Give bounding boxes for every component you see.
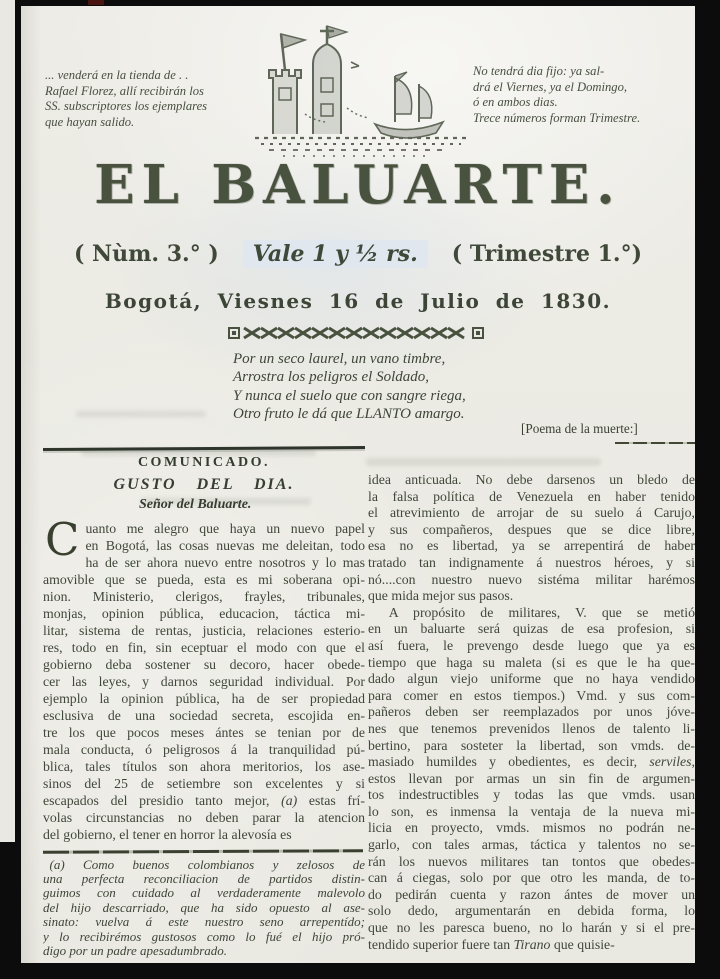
newspaper-page bbox=[21, 6, 695, 963]
trimester: ( Trimestre 1.°) bbox=[451, 241, 642, 267]
footnote-divider bbox=[43, 849, 363, 853]
masthead-title: EL BALUARTE. bbox=[94, 154, 622, 216]
salutation: Señor del Baluarte. bbox=[139, 497, 252, 512]
bleed-through-artifact bbox=[366, 458, 601, 466]
chain-ornament-icon bbox=[228, 324, 488, 342]
article-body-left-wrap bbox=[43, 513, 365, 843]
left-column bbox=[43, 454, 365, 963]
issue-line bbox=[21, 240, 695, 268]
price-highlight: Vale 1 y ½ rs. bbox=[243, 240, 428, 268]
scan-artifact bbox=[88, 0, 104, 5]
section-heading: COMUNICADO. bbox=[137, 455, 271, 470]
drop-cap: C bbox=[45, 513, 80, 566]
publication-notice-right: No tendrá dia fijo: ya sal- drá el Viernes, ya el Domingo, ó en ambos dias. Trece números forman Trimestre. bbox=[473, 64, 641, 125]
article-body-right-paragraph-1: idea anticuada. No debe darsenos un bledo de la falsa política de Venezuela en haber tenido el atrevimiento de arrojar de su suelo á Carujo, y sus compañeros, despues que se dice libre, esa no es libertad, ya se arrepentirá de haber tratado tan indignamente á nuestros héroes, y si nó....con nuestro nuevo sistéma militar harémos que mida mejor sus pasos. bbox=[368, 472, 695, 604]
scan-edge bbox=[0, 0, 15, 842]
publication-notice-left: ... venderá en la tienda de . . Rafael Florez, allí recibirán los SS. subscriptores los ejemplares que hayan salido. bbox=[45, 68, 208, 129]
epigraph-poem: Por un seco laurel, un vano timbre, Arrostra los peligros el Soldado, Y nunca el suelo que con sangre riega, Otro fruto le dá que LLANTO amargo. bbox=[233, 351, 466, 423]
footnote: (a) Como buenos colombianos y zelosos de una perfecta reconciliacion de partidos distin- guimos con cuidado al verdaderamente malevolo del hijo descarriado, que ha sido opuesto al ase- sinato: vuelva á este nuestro seno arrepentído; y lo recibirémos gustosos como lo fué el hijo pró- digo por un padre apesadumbrado. bbox=[43, 856, 365, 958]
article-title: GUSTO DEL DIA. bbox=[113, 476, 295, 493]
article-body-left: uanto me alegro que haya un nuevo papel en Bogotá, las cosas nuevas me deleitan, todo ha de ser ahora nuevo entre nosotros y lo mas amovible que se pueda, esta es mi soberana opi- nion. Ministerio, clerigos, frayles, tribunales, monjas, opinion pública, educacion, táctica mi- litar, sistema de rentas, justicia, relaciones esterio- res, todo en fin, sin eceptuar el modo con que el gobierno deba sostener su decoro, hacer obede- cer las leyes, y darnos seguridad individual. Por ejemplo la opinion pública, ha de ser propiedad esclusiva de una sociedad secreta, escojida en- tre los que pocos meses ántes se tenian por de mala conducta, ó peligrosos á la tranquilidad pú- blica, tales títulos son ahora meritorios, los ase- sinos del 25 de setiembre son excelentes y si escapados del presidio tanto mejor, (a) estas frí- volas circunstancias no deben parar la atencion del gobierno, el tener en horror la alevosía es bbox=[43, 521, 365, 842]
issue-number: ( Nùm. 3.° ) bbox=[73, 241, 219, 267]
right-column bbox=[368, 472, 695, 963]
poem-attribution: [Poema de la muerte:] bbox=[521, 421, 638, 436]
divider-rule bbox=[615, 442, 695, 444]
article-body-right-paragraph-2: A propósito de militares, V. que se metió en un baluarte será quizas de esa profesion, si así fuera, le prevengo desde luego que ya es tiempo que haga su maleta (si es que le ha que- dado algun viejo uniforme que no haya vendido para comer en estos tiempos.) Vmd. y sus com- pañeros deben ser reemplazados por unos jóve- nes que tenemos prevenidos llenos de talento li- bertino, para sosteter la libertad, son vmds. de- masiado humildes y obedientes, es decir, serviles, estos llevan por armas un sin fin de argumen- tos indestructibles y todas las que vmds. usan lo son, es inmensa la ventaja de la nueva mi- licia en proyecto, vmds. mismos no podrán ne- garlo, con tales armas, táctica y talentos no se- rán los nuevos militares tan tontos que obedes- can á ciegas, solo por que otro les manda, de to- do pedirán cuenta y razon ántes de mover un solo dedo, argumentarán en debida forma, lo que no les paresca bueno, no lo harán y si el pre- tendido superior fuere tan Tirano que quisie- bbox=[368, 604, 695, 952]
fortress-ship-woodcut-icon bbox=[243, 18, 479, 164]
bleed-through-artifact bbox=[76, 411, 206, 417]
dateline: Bogotá, Viesnes 16 de Julio de 1830. bbox=[104, 289, 612, 313]
